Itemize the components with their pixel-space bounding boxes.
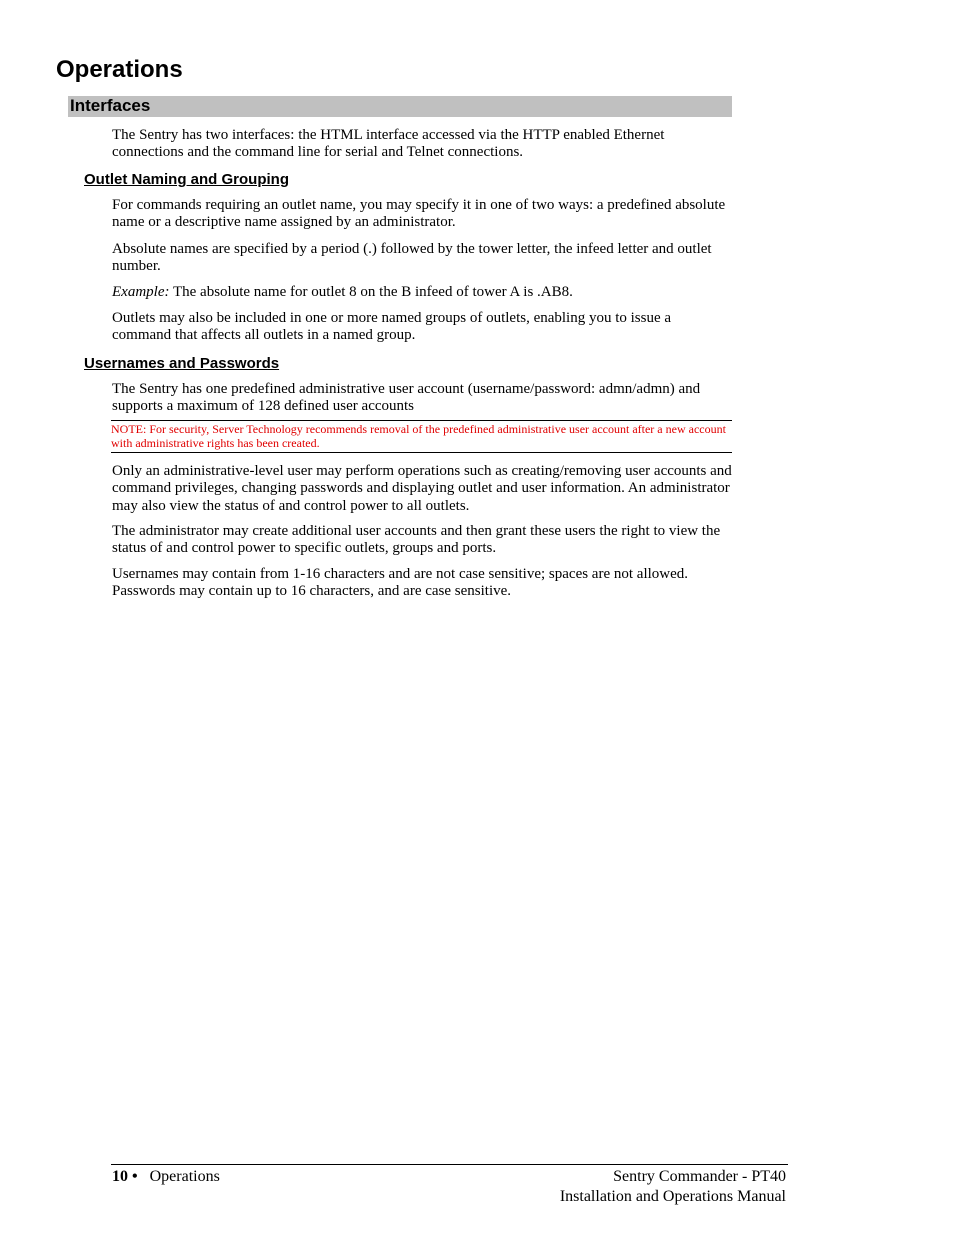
subheading-outlet-naming: Outlet Naming and Grouping xyxy=(84,171,289,188)
footer-right xyxy=(560,1167,786,1207)
usernames-paragraph-1: The Sentry has one predefined administrative user account (username/password: admn/admn) and supports a maximum of 128 defined user accounts xyxy=(112,381,701,415)
subheading-usernames: Usernames and Passwords xyxy=(84,355,280,372)
outlet-naming-paragraph-2: Absolute names are specified by a period (.) followed by the tower letter, the infeed letter and outlet number. xyxy=(112,241,712,275)
page-title: Operations xyxy=(56,56,183,83)
example-label: Example: xyxy=(112,284,170,300)
bullet-separator: • xyxy=(132,1168,138,1185)
usernames-paragraph-2: Only an administrative-level user may perform operations such as creating/removing user accounts and command privileges, changing passwords and displaying outlet and user information. An administrator may also view the status of and control power to all outlets. xyxy=(112,463,732,514)
footer-left xyxy=(112,1167,220,1187)
example-text: The absolute name for outlet 8 on the B infeed of tower A is .AB8. xyxy=(169,284,573,300)
security-note: NOTE: For security, Server Technology recommends removal of the predefined administrative user account after a new account with administrative rights has been created. xyxy=(111,420,732,453)
page-number: 10 xyxy=(112,1168,128,1185)
footer-rule xyxy=(111,1164,788,1165)
footer-section: Operations xyxy=(149,1168,220,1185)
section-heading-bar xyxy=(68,96,732,117)
outlet-naming-paragraph-1: For commands requiring an outlet name, you may specify it in one of two ways: a predefined absolute name or a descriptive name assigned by an administrator. xyxy=(112,197,726,231)
intro-paragraph: The Sentry has two interfaces: the HTML interface accessed via the HTTP enabled Ethernet connections and the command line for serial and Telnet connections. xyxy=(112,127,665,161)
outlet-naming-paragraph-3: Outlets may also be included in one or more named groups of outlets, enabling you to issue a command that affects all outlets in a named group. xyxy=(112,310,672,344)
footer-product: Sentry Commander - PT40 xyxy=(613,1168,786,1185)
section-heading: Interfaces xyxy=(70,96,151,115)
example-paragraph xyxy=(112,284,732,301)
footer-manual: Installation and Operations Manual xyxy=(559,1188,786,1205)
usernames-paragraph-3: The administrator may create additional user accounts and then grant these users the right to view the status of and control power to specific outlets, groups and ports. xyxy=(112,523,721,557)
usernames-paragraph-4: Usernames may contain from 1-16 characters and are not case sensitive; spaces are not allowed. Passwords may contain up to 16 characters, and are case sensitive. xyxy=(112,566,689,600)
